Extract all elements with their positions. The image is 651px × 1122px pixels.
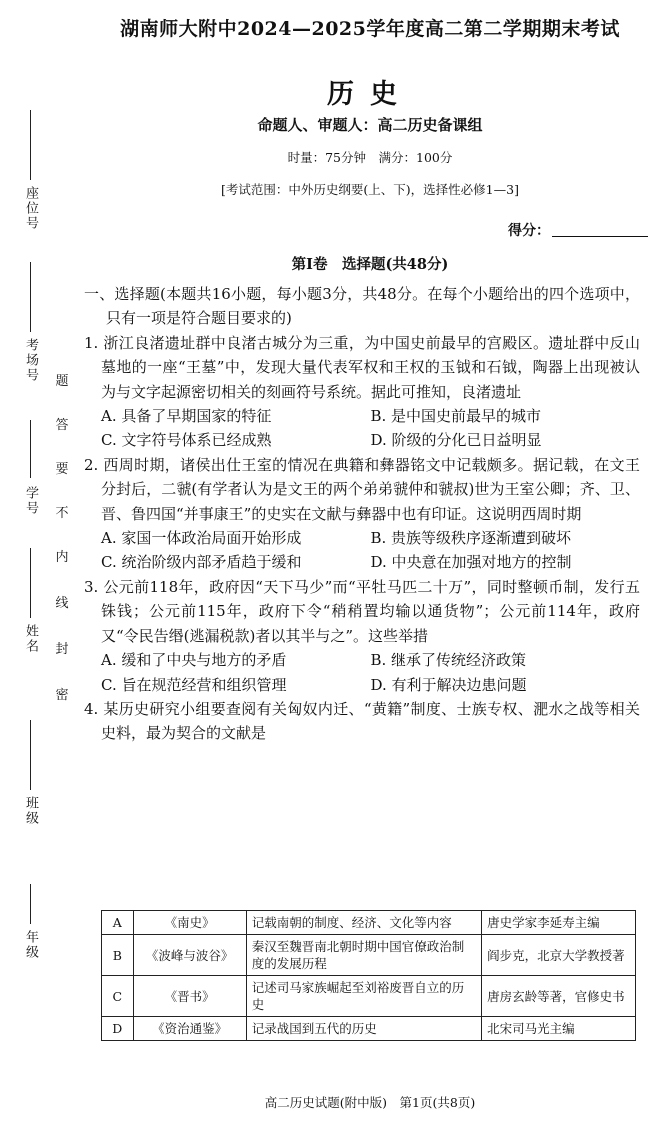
instruction: 一、选择题(本题共16小题，每小题3分，共48分。在每个小题给出的四个选项中，只有一项是符合题目要求的) <box>84 285 640 328</box>
question-2-options <box>84 526 640 575</box>
section-title: 第Ⅰ卷 选择题(共48分) <box>291 256 449 273</box>
table-cell: 唐史学家李延寿主编 <box>482 911 636 935</box>
question-1-options <box>84 404 640 453</box>
question-1-stem: 1. 浙江良渚遗址群中良渚古城分为三重，为中国史前最早的宫殿区。遗址群中反山墓地的一座“王墓”中，发现大量代表军权和王权的玉钺和石钺，陶器上出现被认为与文字起源密切相关的刻画符号系统。据此可推知，良渚遗址 <box>84 333 640 401</box>
option: B. 贵族等级秩序逐渐遭到破坏 <box>370 529 572 548</box>
table-cell: 唐房玄龄等著，官修史书 <box>482 976 636 1017</box>
table-cell: 秦汉至魏晋南北朝时期中国官僚政治制度的发展历程 <box>246 935 481 976</box>
table-row <box>102 1017 636 1041</box>
binding-margin <box>0 0 92 1122</box>
option: D. 阶级的分化已日益明显 <box>370 431 542 450</box>
score-label: 得分： <box>508 223 550 239</box>
table-cell: 《晋书》 <box>133 976 246 1017</box>
seal-char: 线 <box>55 596 69 611</box>
table-row <box>102 976 636 1017</box>
option: A. 缓和了中央与地方的矛盾 <box>101 651 287 670</box>
table-row <box>102 911 636 935</box>
option: B. 继承了传统经济政策 <box>370 651 527 670</box>
question-4-stem: 4. 某历史研究小组要查阅有关匈奴内迁、“黄籍”制度、士族专权、淝水之战等相关史料，最为契合的文献是 <box>84 699 640 743</box>
fill-line-student-id <box>30 420 31 478</box>
seal-char: 题 <box>55 374 69 389</box>
question-2-stem: 2. 西周时期，诸侯出仕王室的情况在典籍和彝器铭文中记载颇多。据记载，在文王分封后，二虢(有学者认为是文王的两个弟弟虢仲和虢叔)世为王室公卿；齐、卫、晋、鲁四国“并事康王”的史实在文献与彝器中也有印证。这说明西周时期 <box>84 455 640 523</box>
page-footer: 高二历史试题(附中版) 第1页(共8页) <box>264 1095 476 1110</box>
question-3-stem: 3. 公元前118年，政府因“天下马少”而“平牡马匹二十万”，同时整顿币制，发行五铢钱；公元前115年，政府下令“稍稍置均输以通货物”；公元前114年，政府又“令民告缗(逃漏税款)者以其半与之”。这些举措 <box>84 577 640 645</box>
table-row <box>102 935 636 976</box>
authors-line: 命题人、审题人：高二历史备课组 <box>257 116 483 134</box>
student-id-label: 学号 <box>23 486 38 516</box>
subject-title: 历史 <box>327 79 413 110</box>
table-cell: 《资治通鉴》 <box>133 1017 246 1041</box>
option: C. 旨在规范经营和组织管理 <box>101 675 287 694</box>
seat-number-label: 座位号 <box>23 186 38 231</box>
table-cell: 《南史》 <box>133 911 246 935</box>
seal-char: 封 <box>55 642 69 657</box>
table-cell: 《波峰与波谷》 <box>133 935 246 976</box>
seal-char: 答 <box>55 418 69 433</box>
seal-char: 内 <box>55 550 69 565</box>
class-label: 班级 <box>23 796 38 826</box>
option: C. 文字符号体系已经成熟 <box>101 431 272 450</box>
grade-label: 年级 <box>23 930 38 960</box>
seal-char: 要 <box>55 462 69 477</box>
option: D. 有利于解决边患问题 <box>370 675 527 694</box>
fill-line-name <box>30 548 31 618</box>
time-and-score: 时量：75分钟 满分：100分 <box>287 150 453 165</box>
exam-scope: [考试范围：中外历史纲要(上、下)，选择性必修1—3] <box>221 182 519 197</box>
table-cell: A <box>102 911 134 935</box>
option: B. 是中国史前最早的城市 <box>370 407 542 426</box>
table-cell: 记载南朝的制度、经济、文化等内容 <box>246 911 481 935</box>
school-exam-title: 湖南师大附中2024—2025学年度高二第二学期期末考试 <box>120 18 620 40</box>
option: A. 家国一体政治局面开始形成 <box>101 529 302 548</box>
table-cell: D <box>102 1017 134 1041</box>
score-field <box>508 220 648 240</box>
question-body <box>84 282 640 746</box>
seal-char: 密 <box>55 688 69 703</box>
table-cell: 记述司马家族崛起至刘裕废晋自立的历史 <box>246 976 481 1017</box>
fill-line-class <box>30 720 31 790</box>
table-cell: C <box>102 976 134 1017</box>
question-3-options <box>84 648 640 697</box>
fill-line-seat <box>30 110 31 180</box>
name-label: 姓名 <box>23 624 38 654</box>
table-cell: 北宋司马光主编 <box>482 1017 636 1041</box>
option: A. 具备了早期国家的特征 <box>101 407 272 426</box>
table-cell: B <box>102 935 134 976</box>
question-4-table <box>101 910 636 1041</box>
exam-room-label: 考场号 <box>23 338 38 383</box>
fill-line-grade <box>30 884 31 924</box>
fill-line-room <box>30 262 31 332</box>
table-cell: 记录战国到五代的历史 <box>246 1017 481 1041</box>
score-fill-line <box>552 236 648 237</box>
seal-char: 不 <box>55 506 69 521</box>
option: C. 统治阶级内部矛盾趋于缓和 <box>101 553 302 572</box>
option: D. 中央意在加强对地方的控制 <box>370 553 572 572</box>
table-cell: 阎步克，北京大学教授著 <box>482 935 636 976</box>
